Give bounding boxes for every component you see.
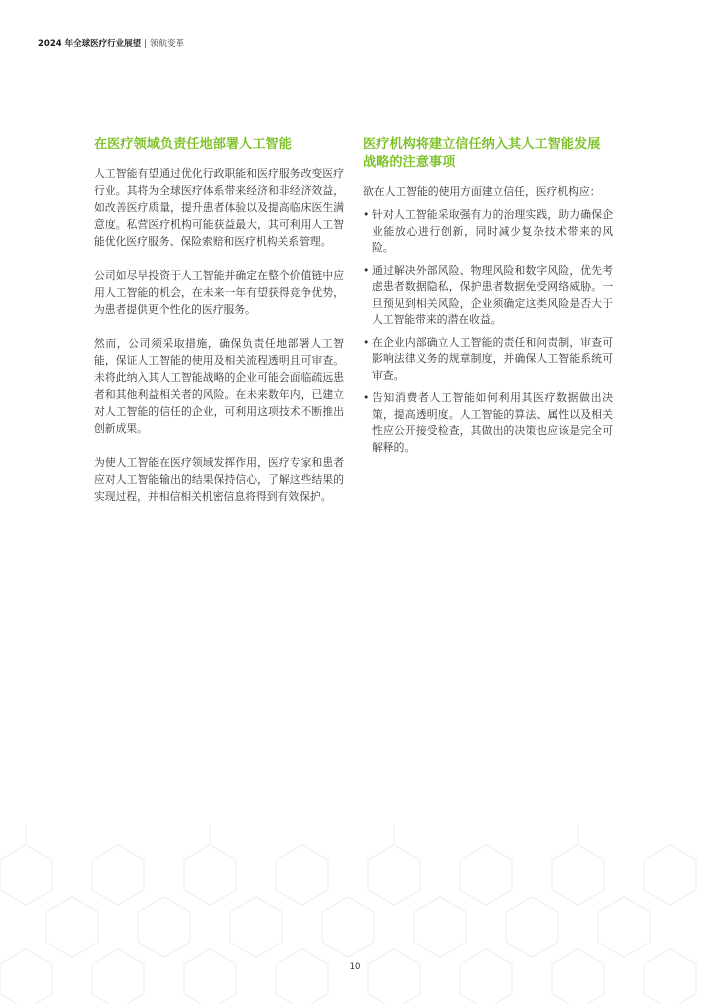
left-paragraph: 人工智能有望通过优化行政职能和医疗服务改变医疗行业。其将为全球医疗体系带来经济和非经济效益，如改善医疗质量，提升患者体验以及提高临床医生满意度。私营医疗机构可能获益最大，其可利用人工智能优化医疗服务、保险索赔和医疗机构关系管理。 [94, 167, 344, 248]
hexagon-pattern-background [0, 820, 710, 1004]
list-item-text: 针对人工智能采取强有力的治理实践，助力确保企业能放心进行创新，同时减少复杂技术带来的风险。 [372, 208, 613, 254]
recommendation-list [363, 207, 613, 456]
report-title: 2024 年全球医疗行业展望 [38, 39, 142, 49]
list-item [363, 390, 613, 456]
list-item [363, 335, 613, 385]
bullet-icon: • [363, 208, 370, 221]
bullet-icon: • [363, 391, 370, 404]
right-column [363, 136, 613, 462]
list-item [363, 263, 613, 329]
left-paragraph: 为使人工智能在医疗领域发挥作用，医疗专家和患者应对人工智能输出的结果保持信心，了解这些结果的实现过程，并相信相关机密信息将得到有效保护。 [94, 456, 344, 503]
list-item-text: 告知消费者人工智能如何利用其医疗数据做出决策，提高透明度。人工智能的算法、属性以及相关性应公开接受检查，其做出的决策也应该是完全可解释的。 [372, 391, 613, 454]
running-header [38, 37, 184, 49]
page-number: 10 [349, 962, 361, 972]
list-item-text: 在企业内部确立人工智能的责任和问责制，审查可影响法律义务的规章制度，并确保人工智能系统可审查。 [372, 335, 613, 382]
right-section-heading: 医疗机构将建立信任纳入其人工智能发展战略的注意事项 [363, 137, 601, 170]
left-paragraph: 公司如尽早投资于人工智能并确定在整个价值链中应用人工智能的机会，在未来一年有望获得竞争优势，为患者提供更个性化的医疗服务。 [94, 269, 344, 316]
left-section-heading: 在医疗领域负责任地部署人工智能 [94, 137, 292, 152]
bullet-icon: • [363, 263, 370, 277]
list-item [363, 207, 613, 257]
bullet-icon: • [363, 335, 370, 349]
report-subtitle: 领航变革 [150, 39, 185, 49]
left-column [94, 136, 344, 522]
left-paragraph: 然而，公司须采取措施，确保负责任地部署人工智能，保证人工智能的使用及相关流程透明且可审查。未将此纳入其人工智能战略的企业可能会面临疏远患者和其他利益相关者的风险。在未来数年内，已建立对人工智能的信任的企业，可利用这项技术不断推出创新成果。 [94, 337, 344, 435]
right-intro: 欲在人工智能的使用方面建立信任，医疗机构应： [363, 185, 601, 198]
list-item-text: 通过解决外部风险、物理风险和数字风险，优先考虑患者数据隐私，保护患者数据免受网络威胁。一旦预见到相关风险，企业须确定这类风险是否大于人工智能带来的潜在收益。 [372, 263, 613, 326]
header-separator: | [144, 39, 147, 49]
